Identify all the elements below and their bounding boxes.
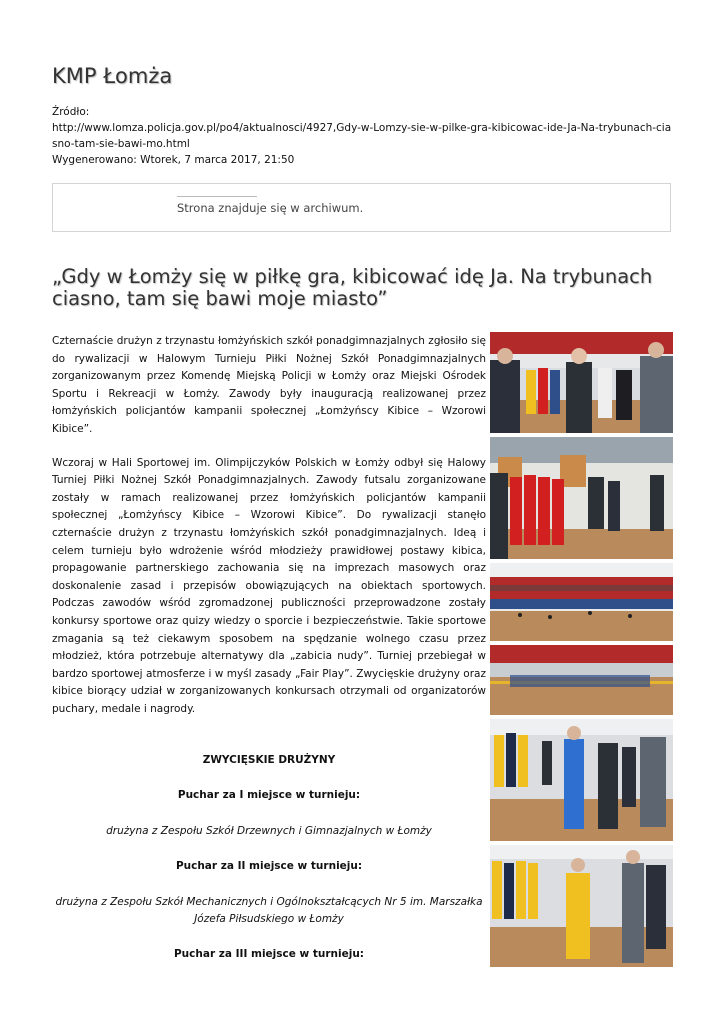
second-place-team: drużyna z Zespołu Szkół Mechanicznych i Ogólnokształcących Nr 5 im. Marszałka Józefa Piłsudskiego w Łomży xyxy=(55,896,483,925)
article-body xyxy=(52,333,486,734)
photo-ceremony[interactable] xyxy=(490,332,673,437)
article-paragraph: Czternaście drużyn z trzynastu łomżyńskich szkół ponadgimnazjalnych zgłosiło się do rywalizacji w Halowym Turnieju Piłki Nożnej Szkół Ponadgimnazjalnych zorganizowanym przez Komendę Miejską Policji w Łomży oraz Miejski Ośrodek Sportu i Rekreacji w Łomży. Zawody były inauguracją realizowanej przez łomżyńskich policjantów kampanii społecznej „Łomżyńscy Kibice – Wzorowi Kibice”. xyxy=(52,335,486,435)
generated-timestamp: Wygenerowano: Wtorek, 7 marca 2017, 21:50 xyxy=(52,154,295,166)
first-place-team: drużyna z Zespołu Szkół Drzewnych i Gimnazjalnych w Łomży xyxy=(106,825,432,837)
photo-gallery xyxy=(490,332,673,971)
second-place-cup: Puchar za II miejsce w turnieju: xyxy=(175,860,363,872)
article-paragraph: Wczoraj w Hali Sportowej im. Olimpijczyków Polskich w Łomży odbył się Halowy Turniej Piłki Nożnej Szkół Ponadgimnazjalnych. Zawody futsalu zorganizowane zostały w ramach realizowanej przez łomżyńskich policjantów kampanii społecznej „Łomżyńscy Kibice – Wzorowi Kibice”. Do rywalizacji stanęło czternaście drużyn z trzynastu łomżyńskich szkół ponadgimnazjalnych. Ideą i celem turnieju było wdrożenie wśród młodzieży prawidłowej postawy kibica, propagowanie partnerskiego zachowania się na imprezach masowych oraz doskonalenie zasad i przepisów obowiązujących na obiektach sportowych. Podczas zawodów wśród zgromadzonej publiczności przeprowadzone zostały konkursy sportowe oraz quizy wiedzy o sporcie i bezpieczeństwie. Takie sportowe zmagania są też ciekawym sposobem na spędzanie wolnego czasu przez młodzież, która potrzebuje alternatywy dla „zabicia nudy”. Turniej przebiegał w bardzo sportowej atmosferze i w myśl zasady „Fair Play”. Zwycięskie drużyny oraz kibice biorący udział w zorganizowanych konkursach otrzymali od organizatorów puchary, medale i nagrody. xyxy=(52,456,486,715)
photo-teams-hall[interactable] xyxy=(490,437,673,563)
archive-notice-box xyxy=(52,183,671,232)
photo-stands[interactable] xyxy=(490,563,673,645)
first-place-cup: Puchar za I miejsce w turnieju: xyxy=(177,789,361,801)
source-label: Źródło: xyxy=(52,106,90,118)
source-meta xyxy=(52,104,672,168)
article-title: „Gdy w Łomży się w piłkę gra, kibicować idę Ja. Na trybunach ciasno, tam się bawi moje miasto” xyxy=(52,265,653,310)
third-place-cup: Puchar za III miejsce w turnieju: xyxy=(173,948,365,960)
photo-trophy-award[interactable] xyxy=(490,719,673,845)
winners-heading: ZWYCIĘSKIE DRUŻYNY xyxy=(202,754,336,766)
photo-court[interactable] xyxy=(490,645,673,719)
archive-notice: Strona znajduje się w archiwum. xyxy=(177,201,364,215)
photo-handshake-award[interactable] xyxy=(490,845,673,971)
winners-section xyxy=(52,752,486,963)
site-title: KMP Łomża xyxy=(52,64,173,88)
source-url[interactable]: http://www.lomza.policja.gov.pl/po4/aktualnosci/4927,Gdy-w-Lomzy-sie-w-pilke-gra-kibicowac-ide-Ja-Na-trybunach-ciasno-tam-sie-bawi-mo.html xyxy=(52,122,672,150)
archive-divider xyxy=(177,196,257,197)
